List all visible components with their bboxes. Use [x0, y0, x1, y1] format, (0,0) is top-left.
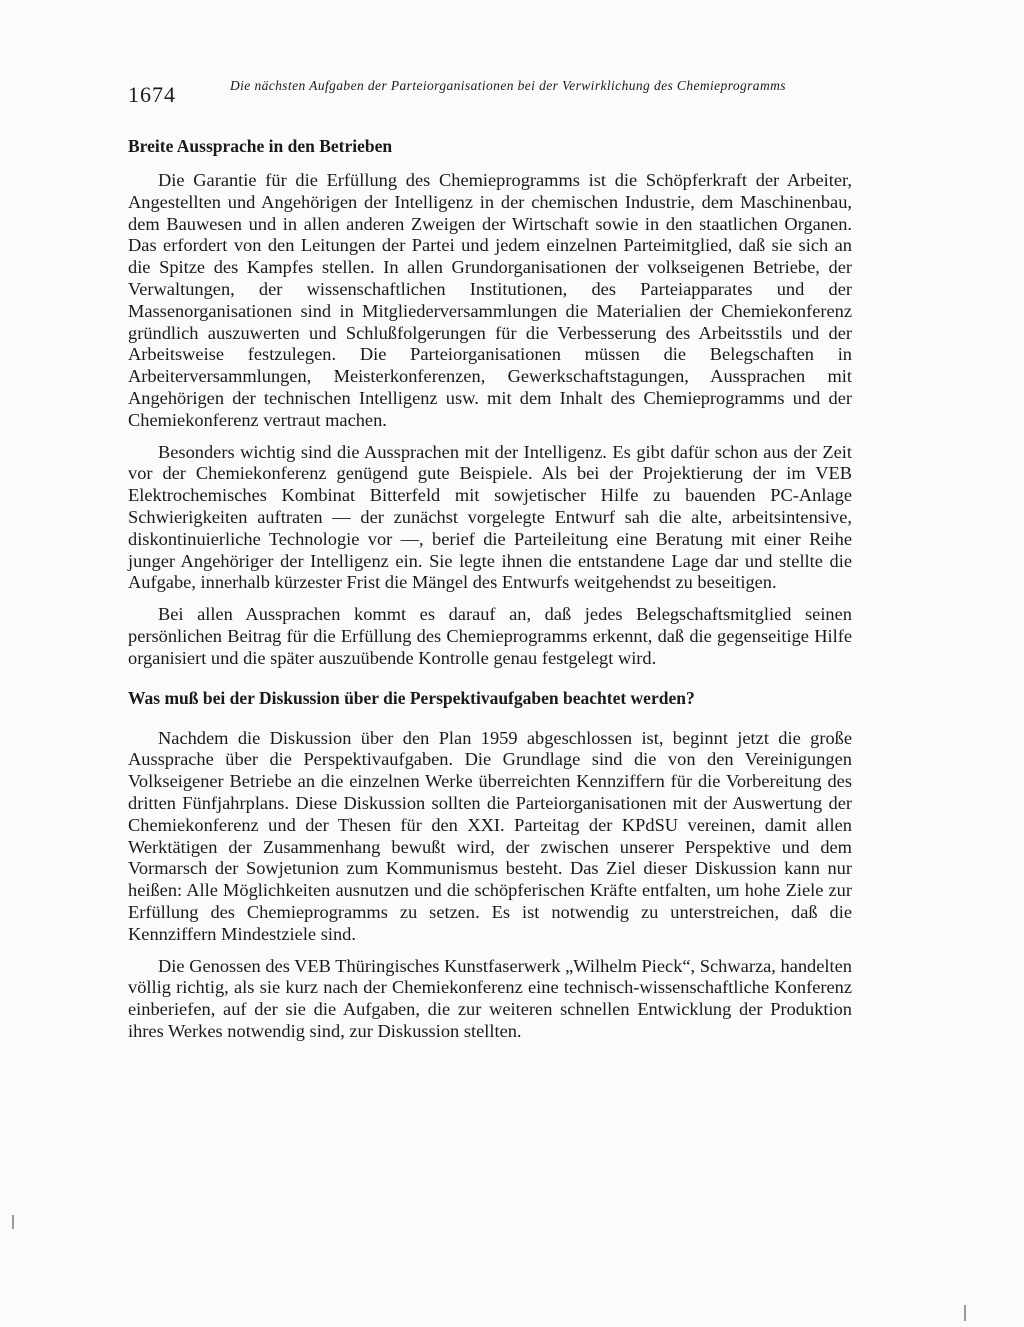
section-heading-1: Breite Aussprache in den Betrieben	[128, 136, 393, 156]
paragraph-1-1: Die Garantie für die Erfüllung des Chemieprogramms ist die Schöpferkraft der Arbeiter, Angestellten und Angehörigen der Intelligenz in der chemischen Industrie, dem Maschinenbau, dem Bauwesen und in allen anderen Zweigen der Wirtschaft sowie in den staatlichen Organen. Das erfordert von den Leitungen der Partei und jedem einzelnen Parteimitglied, daß sie sich an die Spitze des Kampfes stellen. In allen Grundorganisationen der volkseigenen Betriebe, der Verwaltungen, der wissenschaftlichen Institutionen, des Parteiapparates und der Massenorganisationen sind in Mitgliederversammlungen die Materialien der Chemiekonferenz gründlich auszuwerten und Schlußfolgerungen für die Verbesserung des Arbeitsstils und der Arbeitsweise festzulegen. Die Parteiorganisationen müssen die Belegschaften in Arbeiterversammlungen, Meisterkonferenzen, Gewerkschaftstagungen, Aussprachen mit Angehörigen der technischen Intelligenz usw. mit dem Inhalt des Chemieprogramms und der Chemiekonferenz vertraut machen.	[128, 170, 852, 430]
paragraph-2-1: Nachdem die Diskussion über den Plan 1959 abgeschlossen ist, beginnt jetzt die große Aussprache über die Perspektivaufgaben. Die Grundlage sind die von den Vereinigungen Volkseigener Betriebe an die einzelnen Werke überreichten Kennziffern für die Vorbereitung des dritten Fünfjahrplans. Diese Diskussion sollten die Parteiorganisationen mit der Auswertung der Chemiekonferenz und der Thesen für den XXI. Parteitag der KPdSU vereinen, damit allen Werktätigen der Zusammenhang bewußt wird, der zwischen unserer Perspektive und dem Vormarsch der Sowjetunion zum Kommunismus besteht. Das Ziel dieser Diskussion kann nur heißen: Alle Möglichkeiten ausnutzen und die schöpferischen Kräfte entfalten, um hohe Ziele zur Erfüllung des Chemieprogramms zu setzen. Es ist notwendig zu unterstreichen, daß die Kennziffern Mindestziele sind.	[128, 727, 852, 944]
page-number: 1674	[128, 82, 176, 107]
paragraph-1-3: Bei allen Aussprachen kommt es darauf an, daß jedes Belegschaftsmitglied seinen persönlichen Beitrag für die Erfüllung des Chemieprogramms erkennt, daß die gegenseitige Hilfe organisiert und die später auszuübende Kontrolle genau festgelegt wird.	[128, 604, 852, 668]
page-header	[128, 76, 852, 110]
scan-margin-mark	[964, 1305, 966, 1321]
running-title: Die nächsten Aufgaben der Parteiorganisationen bei der Verwirklichung des Chemieprogramms	[230, 78, 786, 93]
paragraph-1-2: Besonders wichtig sind die Aussprachen mit der Intelligenz. Es gibt dafür schon aus der Zeit vor der Chemiekonferenz genügend gute Beispiele. Als bei der Projektierung der im VEB Elektrochemisches Kombinat Bitterfeld mit sowjetischer Hilfe zu bauenden PC-Anlage Schwierigkeiten auftraten — der zunächst vorgelegte Entwurf sah die alte, arbeitsintensive, diskontinuierliche Technologie vor —, berief die Parteileitung eine Beratung mit einer Reihe junger Angehöriger der Intelligenz ein. Sie legte ihnen die entstandene Lage dar und stellte die Aufgabe, innerhalb kürzester Frist die Mängel des Entwurfs weitgehendst zu beseitigen.	[128, 441, 852, 593]
main-text	[128, 134, 852, 1053]
scan-margin-mark	[12, 1215, 14, 1229]
paragraph-2-2: Die Genossen des VEB Thüringisches Kunstfaserwerk „Wilhelm Pieck“, Schwarza, handelten völlig richtig, als sie kurz nach der Chemiekonferenz eine technisch-wissenschaftliche Konferenz einberiefen, auf der sie die Aufgaben, die zur weiteren schnellen Entwicklung der Produktion ihres Werkes notwendig sind, zur Diskussion stellten.	[128, 955, 852, 1041]
section-heading-2: Was muß bei der Diskussion über die Perspektivaufgaben beachtet werden?	[128, 687, 695, 708]
